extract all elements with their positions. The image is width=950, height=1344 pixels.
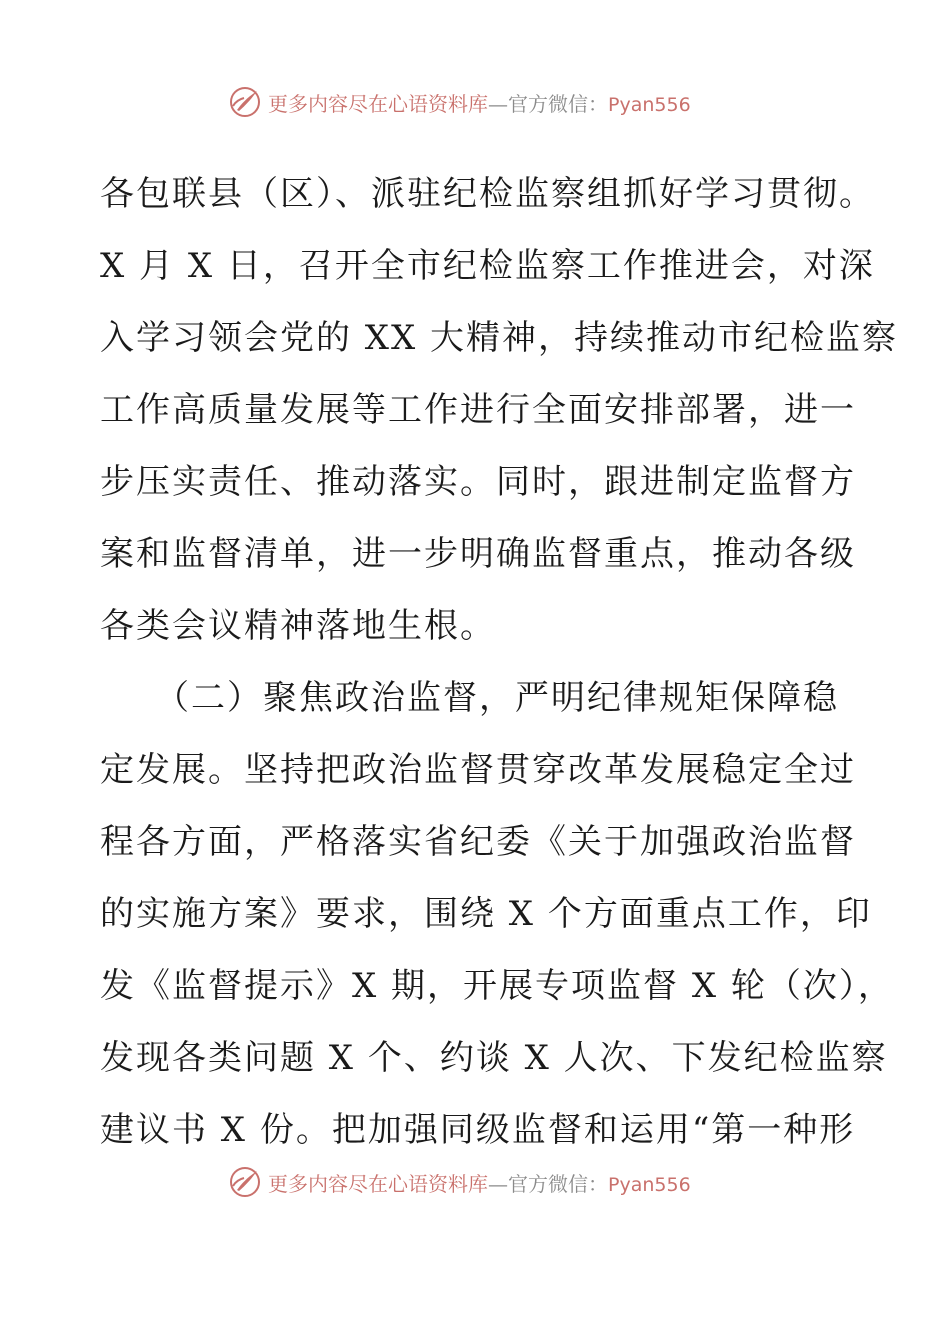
watermark-site: 更多内容尽在心语资料库 bbox=[268, 91, 488, 116]
body-line: 案和监督清单，进一步明确监督重点，推动各级 bbox=[100, 534, 856, 574]
quill-logo-icon bbox=[228, 1165, 262, 1199]
body-line: 各类会议精神落地生根。 bbox=[100, 606, 496, 646]
section-heading-line: （二）聚焦政治监督，严明纪律规矩保障稳 bbox=[100, 678, 839, 718]
watermark-text bbox=[268, 1168, 691, 1197]
watermark-separator: — bbox=[488, 91, 508, 116]
quill-logo-icon bbox=[228, 85, 262, 119]
body-line: 发现各类问题 X 个、约谈 X 人次、下发纪检监察 bbox=[100, 1038, 888, 1078]
watermark-text bbox=[268, 88, 691, 117]
watermark-label: 官方微信： bbox=[508, 1171, 608, 1196]
body-line: X 月 X 日，召开全市纪检监察工作推进会，对深 bbox=[100, 246, 875, 286]
body-line: 的实施方案》要求，围绕 X 个方面重点工作，印 bbox=[100, 894, 872, 934]
watermark-separator: — bbox=[488, 1171, 508, 1196]
body-line: 入学习领会党的 XX 大精神，持续推动市纪检监察 bbox=[100, 318, 899, 358]
watermark-wechat-id: Pyan556 bbox=[608, 93, 691, 116]
watermark-footer bbox=[228, 1162, 691, 1202]
watermark-site: 更多内容尽在心语资料库 bbox=[268, 1171, 488, 1196]
body-line: 工作高质量发展等工作进行全面安排部署，进一 bbox=[100, 390, 856, 430]
watermark-header bbox=[228, 82, 691, 122]
body-line: 各包联县（区）、派驻纪检监察组抓好学习贯彻。 bbox=[100, 174, 875, 214]
body-line: 程各方面，严格落实省纪委《关于加强政治监督 bbox=[100, 822, 856, 862]
watermark-wechat-id: Pyan556 bbox=[608, 1173, 691, 1196]
body-line: 定发展。坚持把政治监督贯穿改革发展稳定全过 bbox=[100, 750, 856, 790]
body-line: 步压实责任、推动落实。同时，跟进制定监督方 bbox=[100, 462, 856, 502]
watermark-label: 官方微信： bbox=[508, 91, 608, 116]
document-body bbox=[100, 158, 899, 1166]
body-line: 发《监督提示》X 期，开展专项监督 X 轮（次）， bbox=[100, 966, 894, 1006]
body-line: 建议书 X 份。把加强同级监督和运用“第一种形 bbox=[100, 1110, 856, 1150]
